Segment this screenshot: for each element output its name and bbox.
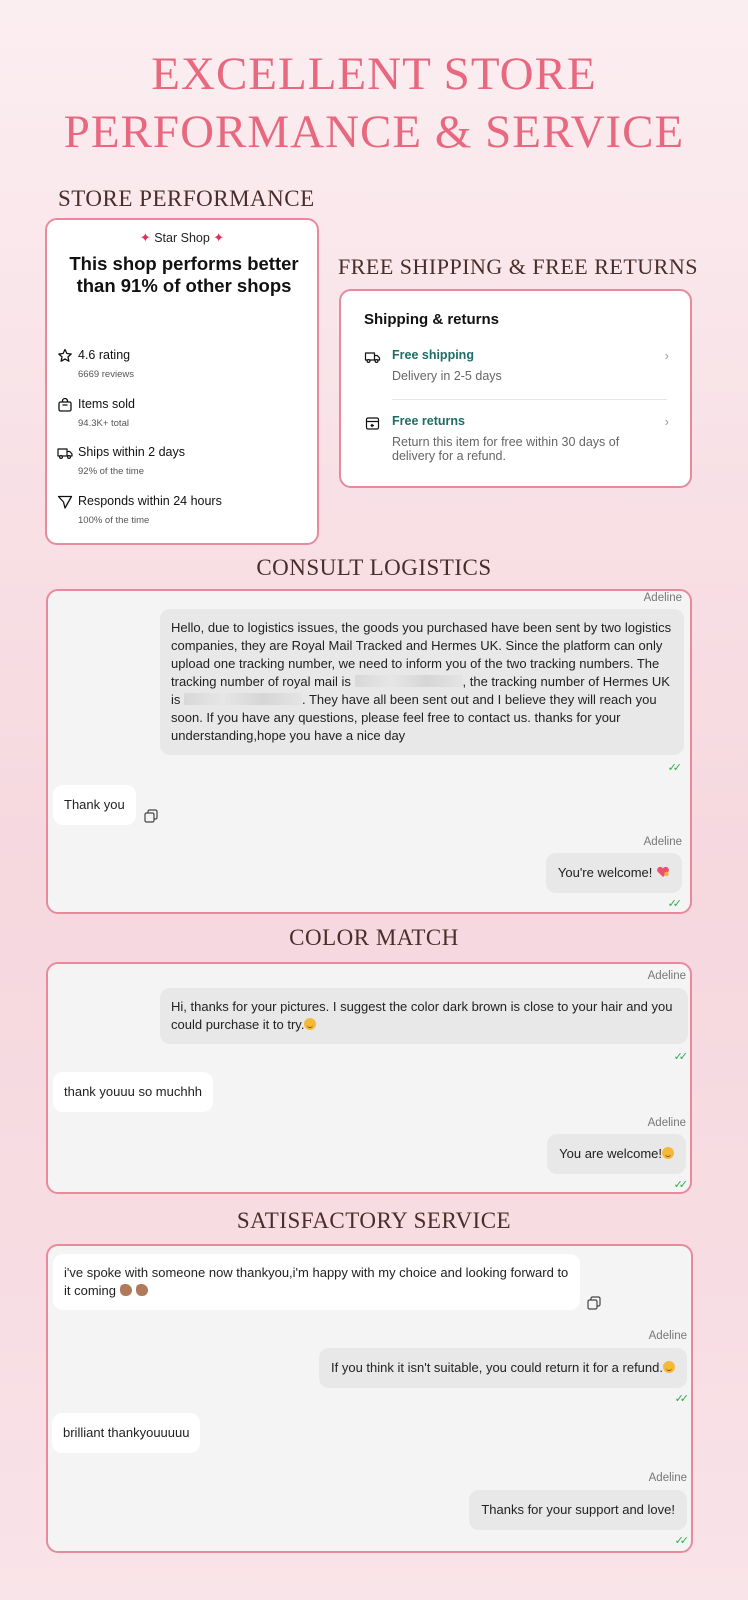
message-text: . They have all been sent out and I believe they will reach you soon. If you have any questions, please feel free to contact us. thanks for your understanding,hope you have a nice day: [171, 692, 657, 743]
metric-label: Items sold: [78, 397, 135, 411]
message-bubble-outgoing: [319, 1348, 687, 1388]
sender-name: Adeline: [643, 836, 682, 848]
message-text: You're welcome!: [557, 865, 656, 880]
message-bubble-outgoing: [160, 609, 684, 755]
smile-emoji-icon: [304, 1018, 316, 1030]
read-receipt-icon: ✓✓: [674, 1535, 685, 1547]
read-receipt-icon: ✓✓: [667, 898, 678, 910]
star-shop-badge: [47, 230, 317, 246]
send-arrow-icon: [57, 494, 73, 510]
read-receipt-icon: ✓✓: [674, 1393, 685, 1405]
metric-label: Ships within 2 days: [78, 445, 186, 459]
message-bubble-outgoing: [546, 853, 682, 893]
message-bubble-incoming: [53, 1254, 580, 1310]
section-title-satisfactory-service: SATISFACTORY SERVICE: [236, 1208, 512, 1233]
sender-name: Adeline: [647, 970, 686, 982]
metric-label: 4.6 rating: [78, 348, 131, 362]
shipping-returns-title: Shipping & returns: [364, 311, 499, 328]
metric-label: Responds within 24 hours: [78, 494, 222, 508]
message-bubble-outgoing: [160, 988, 688, 1044]
section-title-store-performance: STORE PERFORMANCE: [58, 186, 315, 211]
chat-color-match: [46, 962, 692, 1194]
sender-name: Adeline: [648, 1330, 687, 1342]
metric-sub: 6669 reviews: [78, 369, 134, 380]
copy-icon[interactable]: [586, 1295, 602, 1311]
message-text: Hello, due to logistics issues, the goods you purchased have been sent by two logistics companies, they are Royal Mail Tracked and Hermes UK. Since the platform can only upload one tracking number, we need to inform you of the two tracking numbers. The tracking number of royal mail is: [171, 620, 672, 689]
metric-sub: 100% of the time: [78, 515, 150, 526]
clapping-hands-emoji-icon: [120, 1284, 132, 1296]
sender-name: Adeline: [647, 1117, 686, 1129]
chat-logistics: [46, 589, 692, 914]
message-bubble-outgoing: Thanks for your support and love!: [469, 1490, 687, 1530]
smile-emoji-icon: [662, 1147, 674, 1159]
message-text: i've spoke with someone now thankyou,i'm happy with my choice and looking forward to it coming: [64, 1265, 569, 1298]
copy-icon[interactable]: [143, 808, 159, 824]
sender-name: Adeline: [643, 592, 682, 604]
message-bubble-outgoing: [547, 1134, 686, 1174]
message-text: If you think it isn't suitable, you could return it for a refund.: [331, 1360, 663, 1375]
delivery-truck-icon: [57, 445, 73, 461]
star-shop-label: Star Shop: [154, 231, 210, 245]
free-shipping-sub: Delivery in 2-5 days: [392, 369, 502, 383]
metric-sub: 92% of the time: [78, 466, 145, 477]
read-receipt-icon: ✓✓: [673, 1051, 684, 1063]
free-shipping-row[interactable]: [364, 348, 669, 388]
message-text: Hi, thanks for your pictures. I suggest the color dark brown is close to your hair and you could purchase it to try.: [171, 999, 673, 1032]
message-text: You are welcome!: [559, 1146, 662, 1161]
return-box-icon: [364, 415, 381, 431]
hero-title-line-1: EXCELLENT STORE: [151, 48, 597, 100]
sparkle-icon: ✦: [139, 230, 151, 245]
performance-headline: This shop performs better than 91% of other shops: [69, 253, 299, 296]
free-shipping-label: Free shipping: [392, 348, 474, 362]
shopping-bag-icon: [57, 397, 73, 413]
message-text: , the tracking number of Hermes UK is: [171, 674, 670, 707]
message-bubble-incoming: brilliant thankyouuuuu: [52, 1413, 200, 1453]
chevron-right-icon: ›: [664, 348, 669, 363]
clapping-hands-emoji-icon: [136, 1284, 148, 1296]
sender-name: Adeline: [648, 1472, 687, 1484]
metric-sub: 94.3K+ total: [78, 418, 129, 429]
chevron-right-icon: ›: [664, 414, 669, 429]
redacted-tracking-number: [184, 693, 302, 705]
hero-title-line-2: PERFORMANCE & SERVICE: [63, 106, 685, 158]
section-title-consult-logistics: CONSULT LOGISTICS: [256, 555, 492, 580]
section-title-free-shipping: FREE SHIPPING & FREE RETURNS: [338, 254, 698, 279]
delivery-truck-icon: [364, 349, 381, 365]
free-returns-row[interactable]: [364, 414, 669, 464]
divider: [392, 399, 667, 400]
read-receipt-icon: ✓✓: [667, 762, 678, 774]
redacted-tracking-number: [355, 675, 463, 687]
free-returns-sub: Return this item for free within 30 days of delivery for a refund.: [392, 435, 620, 463]
store-performance-card: [45, 218, 319, 545]
message-bubble-incoming: Thank you: [53, 785, 136, 825]
chat-satisfactory-service: [46, 1244, 693, 1553]
message-bubble-incoming: thank youuu so muchhh: [53, 1072, 213, 1112]
shipping-returns-card: [339, 289, 692, 488]
heart-emoji-icon: [656, 866, 670, 878]
smile-emoji-icon: [663, 1361, 675, 1373]
section-title-color-match: COLOR MATCH: [289, 925, 459, 950]
star-outline-icon: [57, 348, 73, 364]
sparkle-icon: ✦: [213, 230, 225, 245]
free-returns-label: Free returns: [392, 414, 465, 428]
read-receipt-icon: ✓✓: [673, 1179, 684, 1191]
